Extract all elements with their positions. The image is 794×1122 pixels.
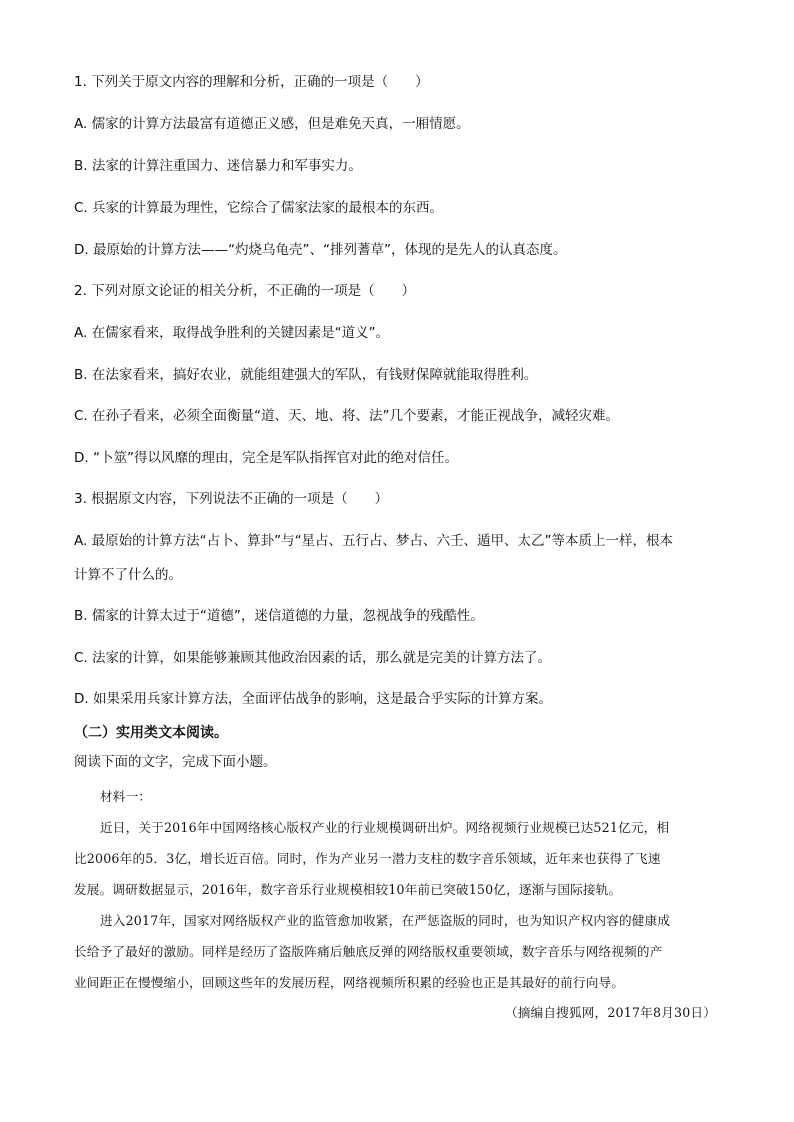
q2-option-d: D. “卜筮”得以风靡的理由，完全是军队指挥官对此的绝对信任。 [74, 450, 458, 466]
q3-option-c: C. 法家的计算，如果能够兼顾其他政治因素的话，那么就是完美的计算方法了。 [74, 650, 552, 666]
para2-line1: 进入2017年，国家对网络版权产业的监管愈加收紧，在严惩盗版的同时，也为知识产权内容的健康成 [100, 913, 671, 928]
q2-option-b: B. 在法家看来，搞好农业，就能组建强大的军队，有钱财保障就能取得胜利。 [74, 367, 538, 383]
para1-line2: 比2006年的5．3亿，增长近百倍。同时，作为产业另一潜力支柱的数字音乐领域，近年来也获得了飞速 [74, 851, 661, 866]
q3-option-a-line2: 计算不了什么的。 [74, 567, 182, 583]
q3-option-a-line1: A. 最原始的计算方法“占卜、算卦”与“星占、五行占、梦占、六壬、遁甲、太乙”等本质上一样，根本 [74, 533, 674, 549]
q2-stem: 2. 下列对原文论证的相关分析，不正确的一项是（ ） [74, 283, 416, 299]
q3-option-d: D. 如果采用兵家计算方法，全面评估战争的影响，这是最合乎实际的计算方案。 [74, 691, 552, 707]
para1-line1: 近日，关于2016年中国网络核心版权产业的行业规模调研出炉。网络视频行业规模已达521亿元，相 [100, 820, 670, 835]
q2-option-a: A. 在儒家看来，取得战争胜利的关键因素是“道义”。 [74, 325, 390, 341]
q1-option-c: C. 兵家的计算最为理性，它综合了儒家法家的最根本的东西。 [74, 200, 444, 216]
material-label: 材料一： [100, 789, 152, 804]
q1-option-a: A. 儒家的计算方法最富有道德正义感，但是难免天真，一厢情愿。 [74, 116, 470, 132]
q3-stem: 3. 根据原文内容，下列说法不正确的一项是（ ） [74, 491, 389, 507]
q1-option-d: D. 最原始的计算方法——“灼烧乌龟壳”、“排列蓍草”，体现的是先人的认真态度。 [74, 242, 567, 258]
para1-line3: 发展。调研数据显示，2016年，数字音乐行业规模相较10年前已突破150亿，逐渐与国际接轨。 [74, 882, 622, 897]
section-instruction: 阅读下面的文字，完成下面小题。 [74, 754, 277, 770]
q3-option-b: B. 儒家的计算太过于“道德”，迷信道德的力量，忽视战争的残酷性。 [74, 608, 484, 624]
section-heading: （二）实用类文本阅读。 [74, 725, 228, 741]
q1-stem: 1. 下列关于原文内容的理解和分析，正确的一项是（ ） [74, 74, 429, 90]
source-citation: （摘编自搜狐网，2017年8月30日） [504, 1005, 716, 1020]
para2-line3: 业间距正在慢慢缩小，回顾这些年的发展历程，网络视频所积累的经验也正是其最好的前行向导。 [74, 975, 625, 990]
q2-option-c: C. 在孙子看来，必须全面衡量“道、天、地、将、法”几个要素，才能正视战争，减轻灾难。 [74, 408, 619, 424]
q1-option-b: B. 法家的计算注重国力、迷信暴力和军事实力。 [74, 158, 362, 174]
para2-line2: 长给予了最好的激励。同样是经历了盗版阵痛后触底反弹的网络版权重要领域，数字音乐与网络视频的产 [74, 944, 663, 959]
